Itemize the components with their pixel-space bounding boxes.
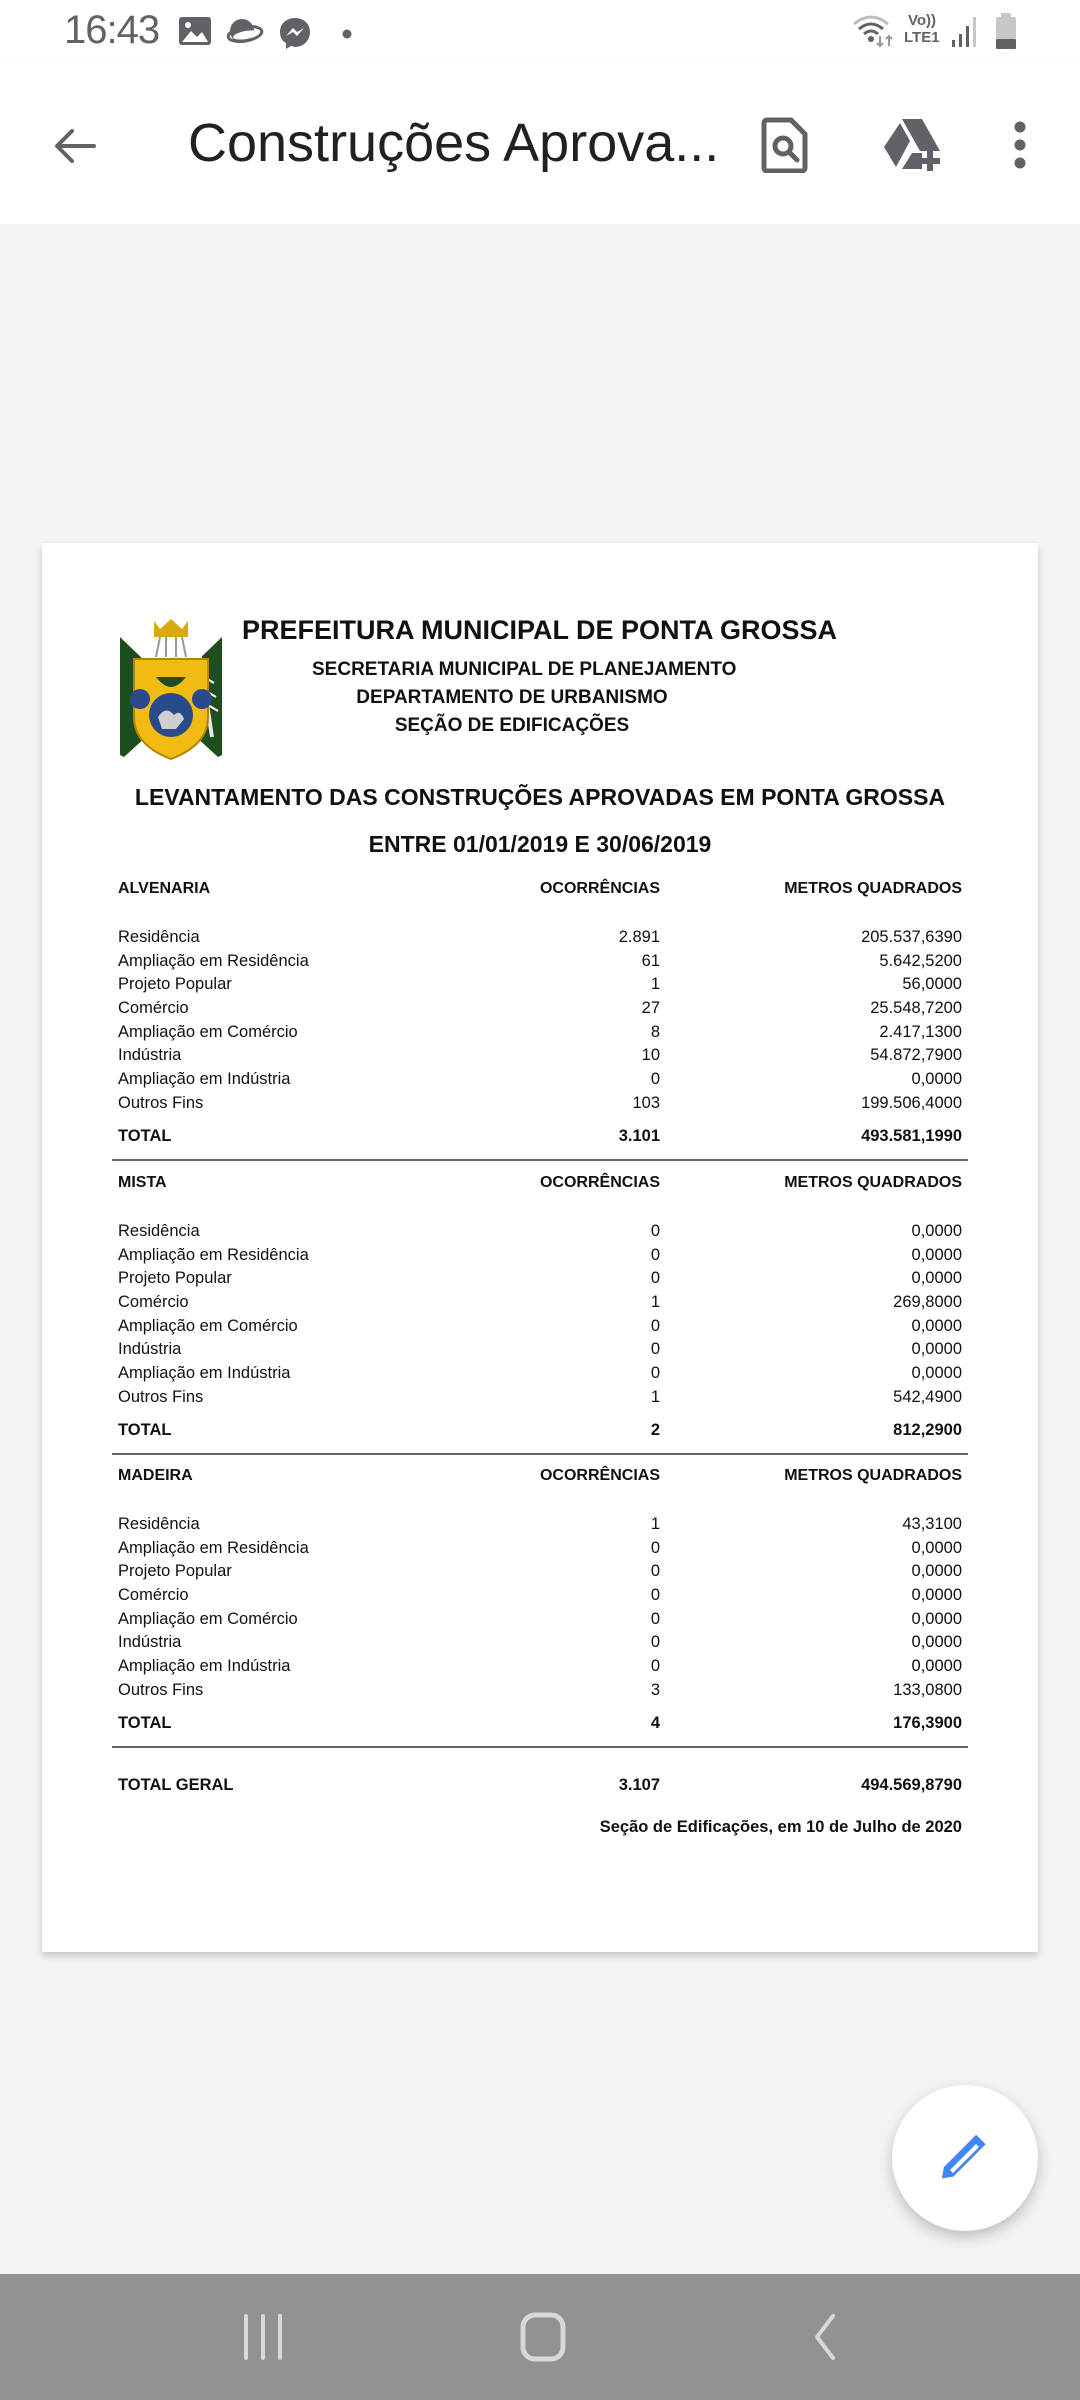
row-area: 199.506,4000: [861, 1093, 962, 1112]
edit-fab-button[interactable]: [892, 2085, 1038, 2231]
row-label: Ampliação em Comércio: [118, 1022, 298, 1041]
table-row: [112, 1539, 968, 1563]
row-occurrences: 0: [650, 1222, 660, 1240]
column-header-occurrences: OCORRÊNCIAS: [539, 1174, 660, 1191]
recent-apps-button[interactable]: [218, 2304, 308, 2370]
table-row: [112, 1046, 968, 1070]
row-area: 0,0000: [911, 1586, 962, 1605]
row-area: 54.872,7900: [870, 1046, 962, 1065]
total-row: [112, 1127, 968, 1159]
table-row: [112, 1657, 968, 1681]
table-row: [112, 1562, 968, 1586]
row-label: Comércio: [118, 1586, 189, 1605]
row-occurrences: 1: [650, 1293, 660, 1312]
table-row: [112, 928, 968, 952]
row-label: Ampliação em Residência: [118, 1538, 309, 1557]
row-occurrences: 0: [650, 1364, 660, 1383]
table-row: [112, 1586, 968, 1610]
wifi-icon: [852, 14, 896, 53]
planet-app-icon: [224, 16, 264, 53]
row-label: Outros Fins: [118, 1387, 204, 1406]
table-row: [112, 952, 968, 976]
row-occurrences: 0: [650, 1586, 660, 1605]
row-area: 5.642,5200: [879, 951, 962, 970]
table-row: [112, 1364, 968, 1388]
table-row: [112, 1633, 968, 1657]
row-area: 0,0000: [911, 1316, 962, 1335]
row-area: 0,0000: [911, 1245, 962, 1264]
section-name: MADEIRA: [118, 1467, 193, 1484]
row-area: 0,0000: [911, 1562, 962, 1581]
section-name: MISTA: [118, 1174, 167, 1191]
grand-total-occurrences: 3.107: [618, 1776, 660, 1794]
section-header-row: [112, 1467, 968, 1515]
column-header-occurrences: OCORRÊNCIAS: [539, 880, 660, 897]
section-alvenaria: [112, 880, 968, 1171]
grand-total-row: [112, 1776, 968, 1800]
section-header-row: [112, 880, 968, 928]
table-row: [112, 1222, 968, 1246]
table-row: [112, 1293, 968, 1317]
row-area: 0,0000: [911, 1222, 962, 1240]
column-header-area: METROS QUADRADOS: [784, 880, 962, 897]
row-area: 0,0000: [911, 1364, 962, 1383]
battery-icon: [994, 12, 1018, 55]
row-occurrences: 0: [650, 1538, 660, 1557]
more-notifications-dot: [342, 26, 352, 44]
row-area: 0,0000: [911, 1609, 962, 1628]
section-divider: [112, 1159, 968, 1161]
row-label: Ampliação em Comércio: [118, 1609, 298, 1628]
grand-total-area: 494.569,8790: [861, 1776, 962, 1794]
row-occurrences: 0: [650, 1070, 660, 1089]
section-divider: [112, 1453, 968, 1455]
row-label: Outros Fins: [118, 1093, 204, 1112]
table-row: [112, 1610, 968, 1634]
row-label: Indústria: [118, 1046, 182, 1065]
row-label: Residência: [118, 928, 200, 946]
row-occurrences: 8: [650, 1022, 660, 1041]
back-button[interactable]: [34, 106, 114, 186]
footer-note: Seção de Edificações, em 10 de Julho de 2020: [599, 1818, 962, 1836]
row-area: 0,0000: [911, 1538, 962, 1557]
total-occurrences: 4: [650, 1713, 660, 1732]
more-options-button[interactable]: [990, 104, 1050, 186]
row-area: 133,0800: [893, 1680, 962, 1699]
grand-total-label: TOTAL GERAL: [118, 1776, 234, 1794]
document-title: Construções Aprova...: [188, 113, 720, 173]
total-label: TOTAL: [118, 1713, 172, 1732]
volte-lte-indicator: Vo)) LTE1: [904, 12, 940, 46]
header-secretaria: SECRETARIA MUNICIPAL DE PLANEJAMENTO: [312, 659, 737, 680]
system-back-button[interactable]: [780, 2304, 870, 2370]
document-viewer[interactable]: [0, 224, 1080, 2272]
total-occurrences: 3.101: [618, 1126, 660, 1145]
row-label: Ampliação em Indústria: [118, 1364, 291, 1383]
row-area: 0,0000: [911, 1657, 962, 1676]
row-area: 0,0000: [911, 1070, 962, 1089]
row-area: 56,0000: [902, 975, 962, 994]
row-label: Ampliação em Comércio: [118, 1316, 298, 1335]
city-coat-of-arms-logo: [116, 617, 226, 765]
home-button[interactable]: [498, 2304, 588, 2370]
row-occurrences: 0: [650, 1316, 660, 1335]
section-header-row: [112, 1174, 968, 1222]
section-madeira: [112, 1467, 968, 1758]
section-name: ALVENARIA: [118, 880, 211, 897]
total-occurrences: 2: [650, 1420, 660, 1439]
row-area: 269,8000: [893, 1293, 962, 1312]
table-row: [112, 1340, 968, 1364]
recent-apps-icon: [242, 2314, 284, 2360]
grand-total-section: [112, 1776, 968, 1800]
section-mista: [112, 1174, 968, 1465]
total-row: [112, 1421, 968, 1453]
header-secao: SEÇÃO DE EDIFICAÇÕES: [394, 715, 630, 736]
row-occurrences: 0: [650, 1340, 660, 1359]
more-options-icon: [1013, 121, 1027, 169]
status-bar: [0, 0, 1080, 64]
table-row: [112, 1317, 968, 1341]
row-occurrences: 0: [650, 1633, 660, 1652]
row-label: Comércio: [118, 999, 189, 1018]
row-area: 25.548,7200: [870, 999, 962, 1018]
add-to-drive-icon: [882, 117, 944, 173]
total-area: 812,2900: [893, 1420, 962, 1439]
row-label: Ampliação em Indústria: [118, 1657, 291, 1676]
table-row: [112, 999, 968, 1023]
header-departamento: DEPARTAMENTO DE URBANISMO: [356, 687, 668, 708]
row-occurrences: 0: [650, 1562, 660, 1581]
row-area: 0,0000: [911, 1633, 962, 1652]
row-label: Residência: [118, 1515, 200, 1533]
row-occurrences: 0: [650, 1245, 660, 1264]
row-area: 43,3100: [902, 1515, 962, 1533]
row-occurrences: 2.891: [618, 928, 660, 946]
table-row: [112, 1269, 968, 1293]
total-label: TOTAL: [118, 1420, 172, 1439]
table-row: [112, 975, 968, 999]
arrow-back-icon: [50, 122, 98, 170]
row-label: Ampliação em Residência: [118, 951, 309, 970]
row-occurrences: 10: [641, 1046, 660, 1065]
row-occurrences: 103: [632, 1093, 660, 1112]
row-occurrences: 1: [650, 975, 660, 994]
messenger-icon: [278, 16, 312, 55]
edit-pencil-icon: [939, 2132, 991, 2184]
find-in-document-icon: [761, 117, 809, 173]
app-bar: [0, 64, 1080, 224]
total-label: TOTAL: [118, 1126, 172, 1145]
row-label: Projeto Popular: [118, 1562, 232, 1581]
row-label: Projeto Popular: [118, 1269, 232, 1288]
document-period: ENTRE 01/01/2019 E 30/06/2019: [368, 831, 712, 857]
table-row: [112, 1388, 968, 1412]
back-icon: [809, 2313, 841, 2361]
row-occurrences: 1: [650, 1387, 660, 1406]
row-area: 542,4900: [893, 1387, 962, 1406]
add-to-drive-button[interactable]: [870, 104, 956, 186]
table-row: [112, 1023, 968, 1047]
row-occurrences: 27: [641, 999, 660, 1018]
row-label: Ampliação em Indústria: [118, 1070, 291, 1089]
row-occurrences: 61: [641, 951, 660, 970]
row-label: Ampliação em Residência: [118, 1245, 309, 1264]
total-area: 176,3900: [893, 1713, 962, 1732]
system-nav-bar: [0, 2274, 1080, 2400]
section-divider: [112, 1746, 968, 1748]
column-header-occurrences: OCORRÊNCIAS: [539, 1467, 660, 1484]
total-area: 493.581,1990: [861, 1126, 962, 1145]
row-area: 2.417,1300: [879, 1022, 962, 1041]
row-label: Outros Fins: [118, 1680, 204, 1699]
row-area: 0,0000: [911, 1269, 962, 1288]
row-label: Residência: [118, 1222, 200, 1240]
row-label: Indústria: [118, 1633, 182, 1652]
document-title-heading: LEVANTAMENTO DAS CONSTRUÇÕES APROVADAS EM PONTA GROSSA: [134, 784, 946, 810]
row-occurrences: 0: [650, 1657, 660, 1676]
row-label: Indústria: [118, 1340, 182, 1359]
row-area: 205.537,6390: [861, 928, 962, 946]
column-header-area: METROS QUADRADOS: [784, 1174, 962, 1191]
table-row: [112, 1070, 968, 1094]
header-prefeitura: PREFEITURA MUNICIPAL DE PONTA GROSSA: [242, 615, 838, 645]
table-row: [112, 1246, 968, 1270]
table-row: [112, 1094, 968, 1118]
row-occurrences: 0: [650, 1269, 660, 1288]
status-time: 16:43: [64, 8, 160, 52]
table-row: [112, 1681, 968, 1705]
signal-icon: [950, 14, 980, 53]
find-in-document-button[interactable]: [744, 104, 826, 186]
column-header-area: METROS QUADRADOS: [784, 1467, 962, 1484]
row-label: Comércio: [118, 1293, 189, 1312]
row-area: 0,0000: [911, 1340, 962, 1359]
home-icon: [519, 2312, 567, 2362]
gallery-icon: [178, 16, 212, 51]
total-row: [112, 1714, 968, 1746]
row-occurrences: 1: [650, 1515, 660, 1533]
row-occurrences: 3: [650, 1680, 660, 1699]
row-label: Projeto Popular: [118, 975, 232, 994]
document-page: [42, 543, 1038, 1952]
row-occurrences: 0: [650, 1609, 660, 1628]
table-row: [112, 1515, 968, 1539]
